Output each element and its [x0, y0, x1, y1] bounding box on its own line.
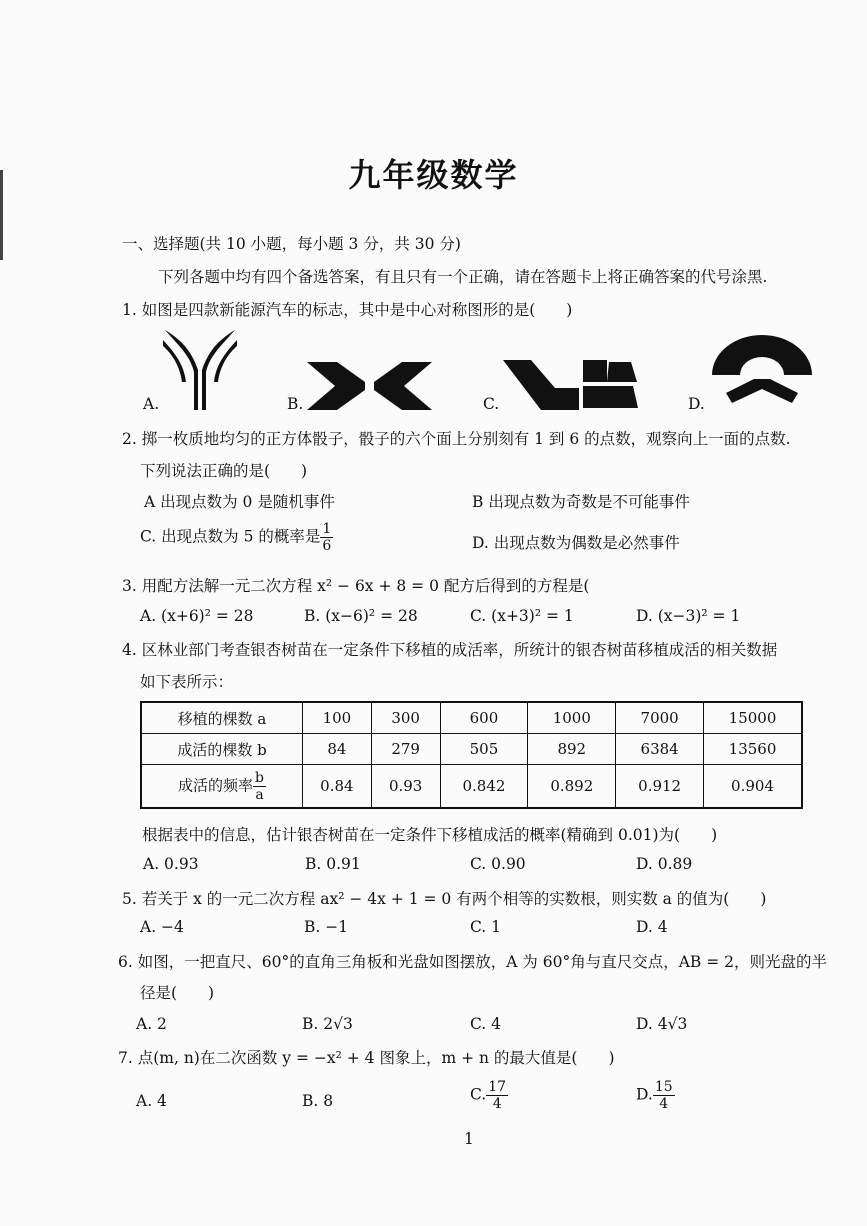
q6-option-b: B. 2√3 [302, 1015, 353, 1033]
page-title: 九年级数学 [348, 156, 519, 194]
q2-stem-line1: 2. 掷一枚质地均匀的正方体骰子，骰子的六个面上分别刻有 1 到 6 的点数，观察向上一面的点数. [122, 430, 791, 448]
q7-option-d-label: D. [636, 1085, 653, 1104]
q3-stem: 3. 用配方法解一元二次方程 x² − 6x + 8 = 0 配方后得到的方程是( [122, 577, 590, 595]
q4-option-b: B. 0.91 [305, 855, 361, 873]
table-cell: 100 [303, 702, 372, 734]
q5-option-a: A. −4 [140, 918, 184, 936]
table-cell: 0.892 [528, 765, 616, 809]
row-header-frequency-text: 成活的频率 [178, 776, 254, 794]
q6-stem-line1: 6. 如图，一把直尺、60°的直角三角板和光盘如图摆放，A 为 60°角与直尺交点，AB = 2，则光盘的半 [118, 953, 827, 971]
page-number: 1 [464, 1130, 474, 1148]
fraction-b-over-a [253, 771, 266, 802]
table-cell: 13560 [704, 734, 802, 765]
q1-stem: 1. 如图是四款新能源汽车的标志，其中是中心对称图形的是( ) [122, 301, 573, 319]
fraction-one-sixth [320, 522, 333, 553]
table-cell: 0.904 [704, 765, 802, 809]
fraction-17-over-4 [486, 1080, 508, 1111]
q2-option-a: A 出现点数为 0 是随机事件 [144, 493, 335, 511]
fraction-numerator: 15 [654, 1079, 673, 1095]
fraction-numerator: 17 [488, 1079, 507, 1095]
q7-option-d [636, 1080, 675, 1111]
q4-option-c: C. 0.90 [470, 855, 526, 873]
table-cell: 600 [440, 702, 528, 734]
seedling-data-table [140, 701, 803, 809]
q6-option-a: A. 2 [136, 1015, 167, 1033]
q6-stem-line2: 径是( ) [140, 984, 215, 1002]
q3-option-b: B. (x−6)² = 28 [304, 607, 418, 625]
table-cell: 15000 [704, 702, 802, 734]
table-cell: 84 [303, 734, 372, 765]
q4-stem-line2: 如下表所示： [140, 673, 234, 691]
q2-stem-line2: 下列说法正确的是( ) [140, 462, 308, 480]
q7-option-c [470, 1080, 508, 1111]
logo-a-figure [160, 330, 240, 412]
table-cell: 0.842 [440, 765, 528, 809]
table-cell: 300 [371, 702, 440, 734]
q1-option-c-label: C. [483, 395, 500, 413]
fraction-15-over-4 [653, 1080, 675, 1111]
table-cell: 505 [440, 734, 528, 765]
table-cell: 892 [528, 734, 616, 765]
q5-option-c: C. 1 [470, 918, 502, 936]
table-row [141, 734, 802, 765]
q5-stem: 5. 若关于 x 的一元二次方程 ax² − 4x + 1 = 0 有两个相等的实数根，则实数 a 的值为( ) [122, 890, 767, 908]
table-cell: 0.912 [616, 765, 704, 809]
fraction-numerator: b [255, 769, 264, 786]
q4-question: 根据表中的信息，估计银杏树苗在一定条件下移植成活的概率(精确到 0.01)为( ) [142, 826, 718, 844]
q4-option-d: D. 0.89 [636, 855, 693, 873]
fraction-numerator: 1 [322, 521, 332, 537]
q6-option-d: D. 4√3 [636, 1015, 688, 1033]
table-cell: 1000 [528, 702, 616, 734]
fraction-denominator: 6 [322, 538, 332, 554]
q7-option-b: B. 8 [302, 1092, 334, 1110]
q5-option-d: D. 4 [636, 918, 668, 936]
table-cell: 0.84 [303, 765, 372, 809]
fraction-denominator: a [255, 786, 264, 803]
table-cell: 279 [371, 734, 440, 765]
q1-option-b-label: B. [287, 395, 304, 413]
row-header-planted: 移植的棵数 a [141, 702, 303, 734]
row-header-frequency [141, 765, 303, 809]
q7-stem: 7. 点(m, n)在二次函数 y = −x² + 4 图象上，m + n 的最大值是( ) [118, 1049, 615, 1067]
row-header-survived: 成活的棵数 b [141, 734, 303, 765]
logo-d-figure [712, 335, 812, 410]
q1-option-a-label: A. [143, 395, 160, 413]
table-cell: 6384 [616, 734, 704, 765]
q2-option-c-text: C. 出现点数为 5 的概率是 [140, 527, 321, 546]
table-row [141, 702, 802, 734]
section-instruction: 下列各题中均有四个备选答案，有且只有一个正确，请在答题卡上将正确答案的代号涂黑. [158, 268, 768, 286]
table-cell: 7000 [616, 702, 704, 734]
table-cell: 0.93 [371, 765, 440, 809]
q6-option-c: C. 4 [470, 1015, 502, 1033]
q4-stem-line1: 4. 区林业部门考查银杏树苗在一定条件下移植的成活率，所统计的银杏树苗移植成活的相关数据 [122, 641, 778, 659]
q2-option-c [140, 522, 333, 553]
q1-option-d-label: D. [688, 395, 705, 413]
q3-option-a: A. (x+6)² = 28 [140, 607, 254, 625]
logo-b-figure [307, 362, 432, 410]
q2-option-d: D. 出现点数为偶数是必然事件 [472, 534, 680, 552]
fraction-denominator: 4 [659, 1096, 669, 1112]
logo-c-figure [503, 360, 638, 410]
table-row [141, 765, 802, 809]
q3-option-c: C. (x+3)² = 1 [470, 607, 574, 625]
q4-option-a: A. 0.93 [143, 855, 199, 873]
q7-option-c-label: C. [470, 1085, 487, 1104]
q5-option-b: B. −1 [304, 918, 349, 936]
fraction-denominator: 4 [492, 1096, 502, 1112]
q7-option-a: A. 4 [136, 1092, 167, 1110]
q2-option-b: B 出现点数为奇数是不可能事件 [472, 493, 690, 511]
q3-option-d: D. (x−3)² = 1 [636, 607, 741, 625]
section-heading: 一、选择题(共 10 小题，每小题 3 分，共 30 分) [122, 235, 461, 253]
